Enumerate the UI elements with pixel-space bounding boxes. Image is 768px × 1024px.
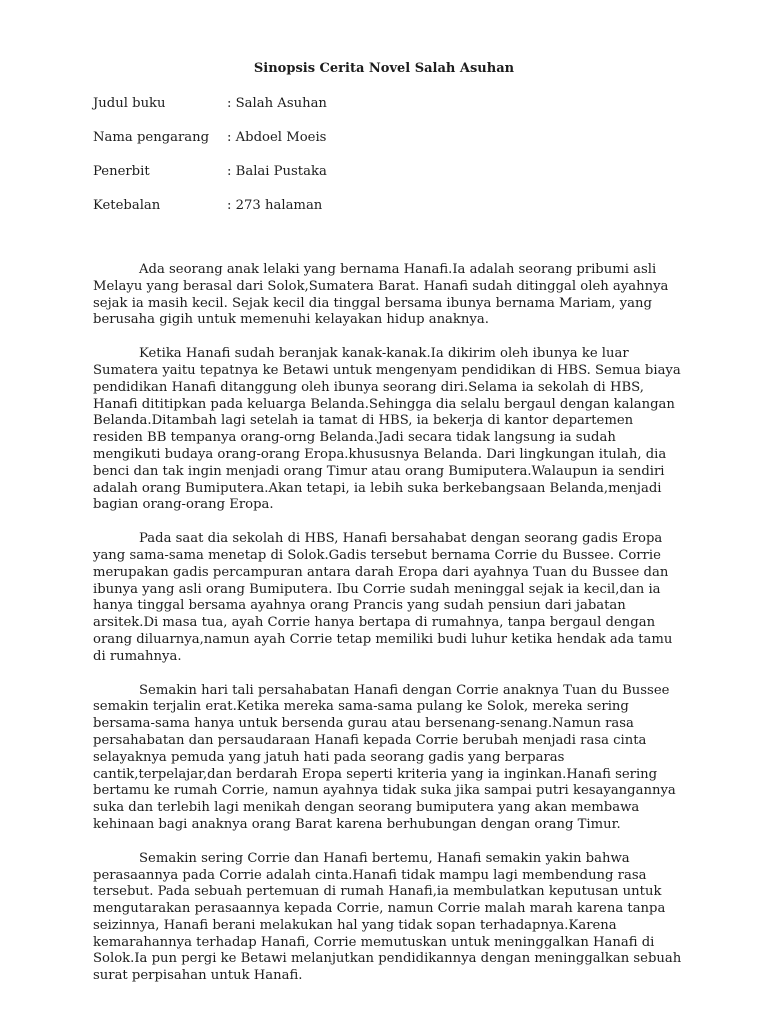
meta-value: : 273 halaman: [227, 198, 323, 213]
meta-value: : Balai Pustaka: [227, 164, 327, 179]
meta-row-judul-buku: [93, 95, 327, 113]
meta-value: : Abdoel Moeis: [227, 130, 327, 145]
synopsis-body: [93, 262, 683, 1002]
meta-row-nama-pengarang: [93, 129, 326, 147]
meta-row-penerbit: [93, 163, 327, 181]
meta-label: Ketebalan: [93, 198, 161, 213]
meta-label: Nama pengarang: [93, 130, 210, 145]
paragraph-1: Ada seorang anak lelaki yang bernama Hanafi.Ia adalah seorang pribumi asli Melayu yang berasal dari Solok,Sumatera Barat. Hanafi sudah ditinggal oleh ayahnya sejak ia masih kecil. Sejak kecil dia tinggal bersama ibunya bernama Mariam, yang berusaha gigih untuk memenuhi kelayakan hidup anaknya.: [93, 262, 669, 328]
meta-value: : Salah Asuhan: [227, 96, 327, 111]
page-title: Sinopsis Cerita Novel Salah Asuhan: [253, 61, 515, 76]
meta-label: Penerbit: [93, 164, 150, 179]
paragraph-4: Semakin hari tali persahabatan Hanafi dengan Corrie anaknya Tuan du Bussee semakin terjalin erat.Ketika mereka sama-sama pulang ke Solok, mereka sering bersama-sama hanya untuk bersenda gurau atau bersenang-senang.Namun rasa persahabatan dan persaudaraan Hanafi kepada Corrie berubah menjadi rasa cinta selayaknya pemuda yang jatuh hati pada seorang gadis yang berparas cantik,terpelajar,dan berdarah Eropa seperti kriteria yang ia inginkan.Hanafi sering bertamu ke rumah Corrie, namun ayahnya tidak suka jika sampai putri kesayangannya suka dan terlebih lagi menikah dengan seorang bumiputera yang akan membawa kehinaan bagi anaknya orang Barat karena berhubungan dengan orang Timur.: [93, 682, 676, 832]
paragraph-3: Pada saat dia sekolah di HBS, Hanafi bersahabat dengan seorang gadis Eropa yang sama-sama menetap di Solok.Gadis tersebut bernama Corrie du Bussee. Corrie merupakan gadis percampuran antara darah Eropa dari ayahnya Tuan du Bussee dan ibunya yang asli orang Bumiputera. Ibu Corrie sudah meninggal sejak ia kecil,dan ia hanya tinggal bersama ayahnya orang Prancis yang sudah pensiun dari jabatan arsitek.Di masa tua, ayah Corrie hanya bertapa di rumahnya, tanpa bergaul dengan orang diluarnya,namun ayah Corrie tetap memiliki budi luhur ketika hendak ada tamu di rumahnya.: [93, 531, 673, 664]
meta-label: Judul buku: [93, 96, 166, 111]
paragraph-5: Semakin sering Corrie dan Hanafi bertemu, Hanafi semakin yakin bahwa perasaannya pada Corrie adalah cinta.Hanafi tidak mampu lagi membendung rasa tersebut. Pada sebuah pertemuan di rumah Hanafi,ia membulatkan keputusan untuk mengutarakan perasaannya kepada Corrie, namun Corrie malah marah karena tanpa seizinnya, Hanafi berani melakukan hal yang tidak sopan terhadapnya.Karena kemarahannya terhadap Hanafi, Corrie memutuskan untuk meninggalkan Hanafi di Solok.Ia pun pergi ke Betawi melanjutkan pendidikannya dengan meninggalkan sebuah surat perpisahan untuk Hanafi.: [93, 850, 682, 984]
meta-row-ketebalan: [93, 197, 322, 215]
paragraph-2: Ketika Hanafi sudah beranjak kanak-kanak.Ia dikirim oleh ibunya ke luar Sumatera yaitu tepatnya ke Betawi untuk mengenyam pendidikan di HBS. Semua biaya pendidikan Hanafi ditanggung oleh ibunya seorang diri.Selama ia sekolah di HBS, Hanafi dititipkan pada keluarga Belanda.Sehingga dia selalu bergaul dengan kalangan Belanda.Ditambah lagi setelah ia tamat di HBS, ia bekerja di kantor departemen residen BB tempanya orang-orng Belanda.Jadi secara tidak langsung ia sudah mengikuti budaya orang-orang Eropa.khususnya Belanda. Dari lingkungan itulah, dia benci dan tak ingin menjadi orang Timur atau orang Bumiputera.Walaupun ia sendiri adalah orang Bumiputera.Akan tetapi, ia lebih suka berkebangsaan Belanda,menjadi bagian orang-orang Eropa.: [93, 346, 681, 513]
